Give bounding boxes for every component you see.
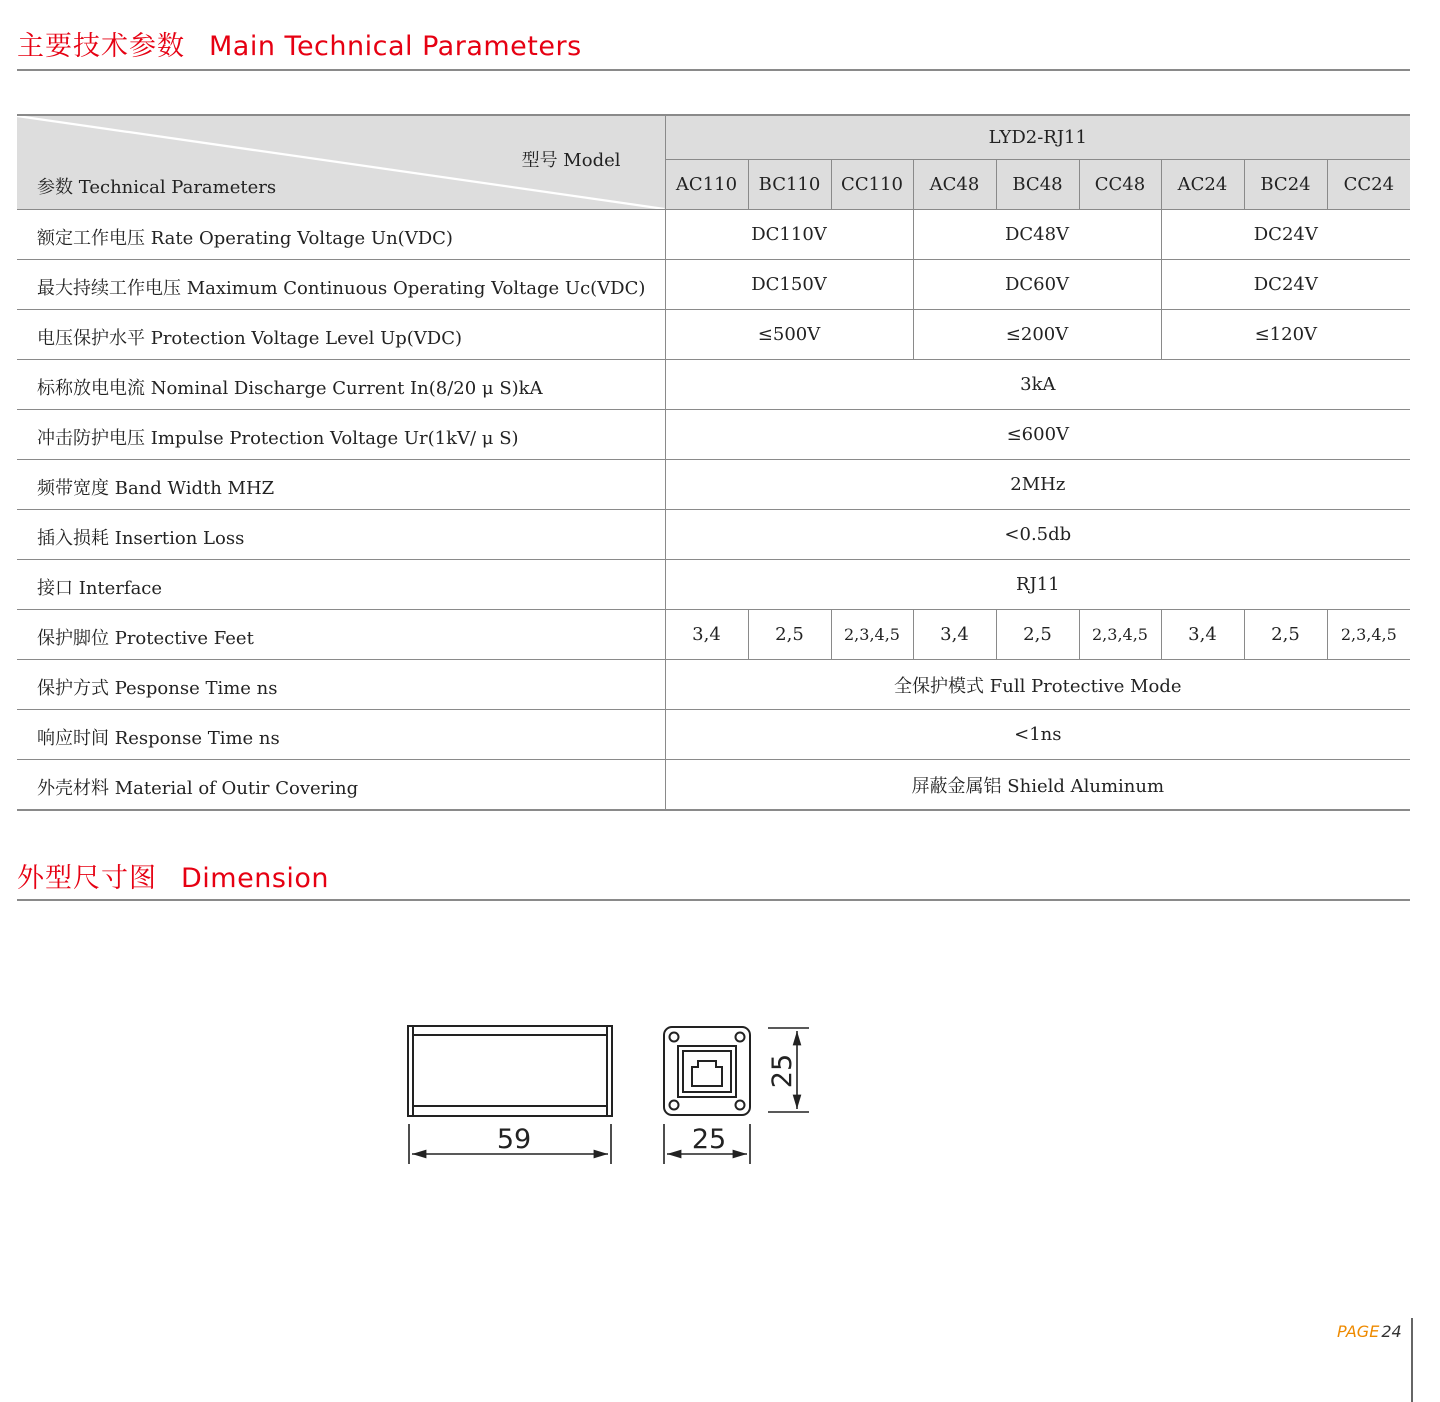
row-label: 额定工作电压 Rate Operating Voltage Un(VDC) xyxy=(17,210,665,260)
feet-value: 2,5 xyxy=(996,610,1079,660)
series-name: LYD2-RJ11 xyxy=(665,115,1410,160)
row-label: 频带宽度 Band Width MHZ xyxy=(17,460,665,510)
section-title-zh: 主要技术参数 xyxy=(17,31,185,62)
row-label: 接口 Interface xyxy=(17,560,665,610)
parameters-label: 参数 Technical Parameters xyxy=(37,177,277,198)
row-label: 保护脚位 Protective Feet xyxy=(17,610,665,660)
row-value: <0.5db xyxy=(665,510,1410,560)
feet-value: 3,4 xyxy=(1161,610,1244,660)
page-footer xyxy=(1337,1322,1402,1341)
section-title-en: Main Technical Parameters xyxy=(209,31,582,62)
model-header: CC110 xyxy=(831,160,913,210)
row-value: 3kA xyxy=(665,360,1410,410)
row-label: 标称放电电流 Nominal Discharge Current In(8/20 μ S)kA xyxy=(17,360,665,410)
row-value: DC60V xyxy=(913,260,1161,310)
model-label: 型号 Model xyxy=(521,150,621,171)
length-label: 59 xyxy=(496,1124,532,1155)
row-value: ≤200V xyxy=(913,310,1161,360)
row-value: 2MHz xyxy=(665,460,1410,510)
feet-value: 3,4 xyxy=(913,610,996,660)
row-value: DC24V xyxy=(1161,260,1410,310)
model-header: CC48 xyxy=(1079,160,1161,210)
row-value: 屏蔽金属铝 Shield Aluminum xyxy=(665,760,1410,811)
width-label: 25 xyxy=(691,1124,727,1155)
row-value: DC150V xyxy=(665,260,913,310)
page-edge-bar xyxy=(1411,1318,1413,1402)
row-label: 响应时间 Response Time ns xyxy=(17,710,665,760)
row-value: DC24V xyxy=(1161,210,1410,260)
row-label: 外壳材料 Material of Outir Covering xyxy=(17,760,665,811)
model-header: BC48 xyxy=(996,160,1079,210)
row-value: DC110V xyxy=(665,210,913,260)
feet-value: 2,3,4,5 xyxy=(831,610,913,660)
feet-value: 2,5 xyxy=(748,610,831,660)
row-label: 保护方式 Pesponse Time ns xyxy=(17,660,665,710)
section-title-en: Dimension xyxy=(181,863,330,894)
row-label: 最大持续工作电压 Maximum Continuous Operating Voltage Uc(VDC) xyxy=(17,260,665,310)
page-number: 24 xyxy=(1381,1322,1402,1341)
row-value: ≤600V xyxy=(665,410,1410,460)
row-value: <1ns xyxy=(665,710,1410,760)
section-title-zh: 外型尺寸图 xyxy=(17,863,157,894)
model-header: AC110 xyxy=(665,160,748,210)
model-header: CC24 xyxy=(1327,160,1410,210)
row-value: 全保护模式 Full Protective Mode xyxy=(665,660,1410,710)
feet-value: 2,3,4,5 xyxy=(1327,610,1410,660)
model-header: AC24 xyxy=(1161,160,1244,210)
feet-value: 3,4 xyxy=(665,610,748,660)
page-label: PAGE xyxy=(1337,1322,1380,1341)
row-label: 电压保护水平 Protection Voltage Level Up(VDC) xyxy=(17,310,665,360)
row-value: DC48V xyxy=(913,210,1161,260)
row-label: 插入损耗 Insertion Loss xyxy=(17,510,665,560)
model-header: BC110 xyxy=(748,160,831,210)
row-value: ≤500V xyxy=(665,310,913,360)
row-value: ≤120V xyxy=(1161,310,1410,360)
model-header: BC24 xyxy=(1244,160,1327,210)
row-label: 冲击防护电压 Impulse Protection Voltage Ur(1kV/ μ S) xyxy=(17,410,665,460)
model-header: AC48 xyxy=(913,160,996,210)
side-view xyxy=(408,1026,612,1116)
front-view xyxy=(664,1027,750,1115)
feet-value: 2,5 xyxy=(1244,610,1327,660)
row-value: RJ11 xyxy=(665,560,1410,610)
feet-value: 2,3,4,5 xyxy=(1079,610,1161,660)
height-label: 25 xyxy=(767,1053,798,1089)
